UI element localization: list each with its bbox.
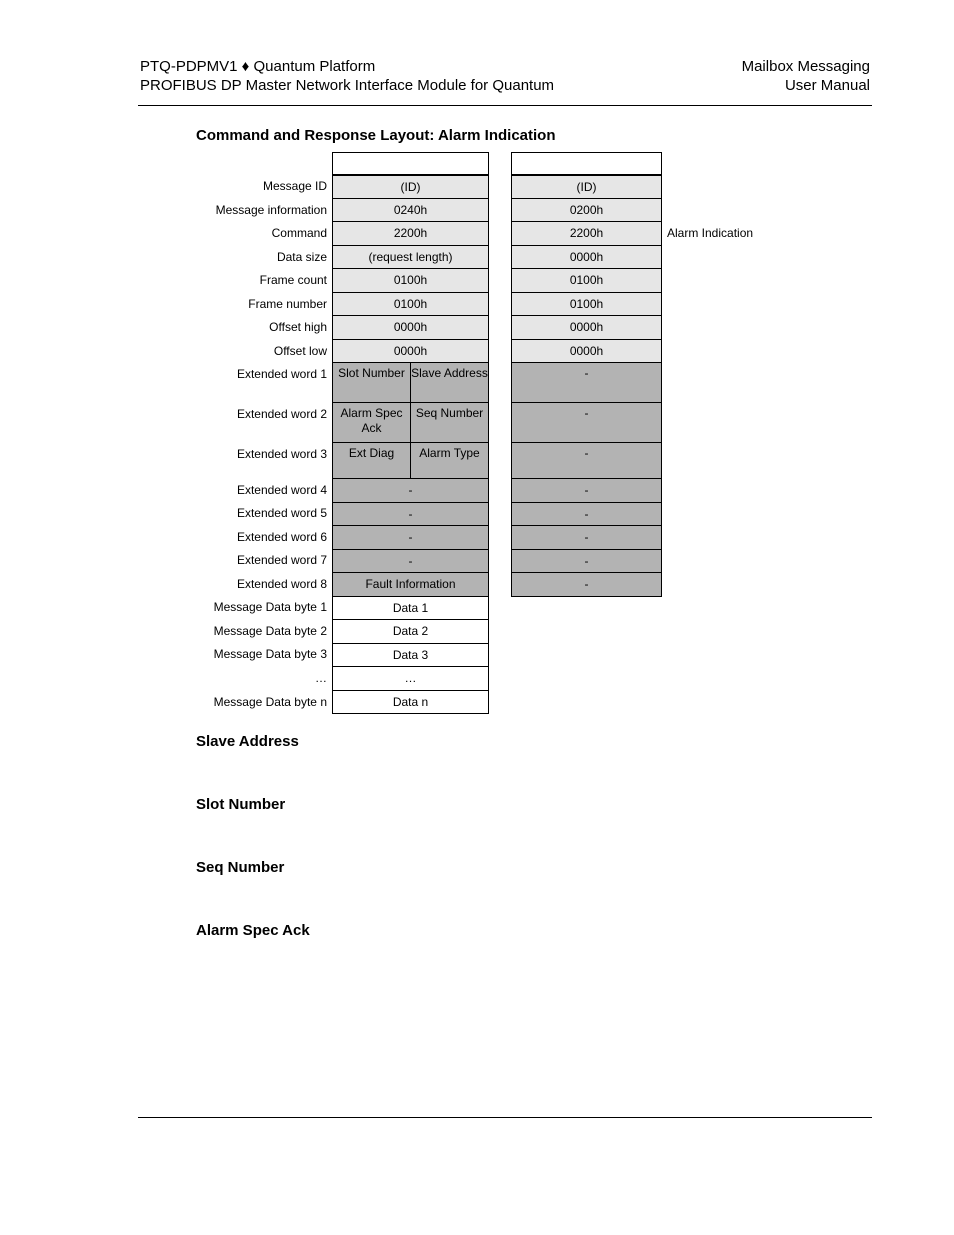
command-command: 2200h: [332, 221, 489, 246]
subsection-slot-number: Slot Number: [196, 796, 286, 813]
header-rule: [138, 105, 872, 106]
response-ext2: -: [511, 402, 662, 443]
response-frame-count: 0100h: [511, 268, 662, 293]
response-frame-number: 0100h: [511, 292, 662, 316]
response-data-size: 0000h: [511, 245, 662, 269]
response-offset-high: 0000h: [511, 315, 662, 340]
command-ext8-fault-information: Fault Information: [332, 572, 489, 597]
row-label: Extended word 8: [236, 577, 327, 591]
command-data-1: Data 1: [332, 596, 489, 620]
subsection-seq-number: Seq Number: [196, 859, 285, 876]
row-label: Extended word 3: [236, 447, 327, 461]
command-message-id: (ID): [332, 175, 489, 199]
response-command: 2200h: [511, 221, 662, 246]
response-ext6: -: [511, 525, 662, 550]
row-label: Command: [271, 226, 327, 240]
row-label: Offset high: [269, 320, 327, 334]
row-label: Extended word 2: [236, 407, 327, 421]
command-header-cell: [332, 152, 489, 175]
response-ext3: -: [511, 442, 662, 479]
command-frame-number: 0100h: [332, 292, 489, 316]
command-data-2: Data 2: [332, 619, 489, 644]
row-label: Frame count: [259, 273, 327, 287]
command-ext4: -: [332, 478, 489, 503]
response-ext7: -: [511, 549, 662, 573]
command-offset-high: 0000h: [332, 315, 489, 340]
response-ext5: -: [511, 502, 662, 526]
section-title: Command and Response Layout: Alarm Indication: [196, 127, 556, 144]
response-header-cell: [511, 152, 662, 175]
row-label: Extended word 5: [236, 506, 327, 520]
product-title: PTQ-PDPMV1 ♦ Quantum Platform: [140, 58, 376, 75]
doc-header-left: [140, 57, 554, 95]
row-label: Data size: [276, 250, 327, 264]
command-data-size: (request length): [332, 245, 489, 269]
chapter-title: Mailbox Messaging: [741, 58, 870, 75]
alarm-indication-note: Alarm Indication: [667, 226, 754, 240]
response-ext4: -: [511, 478, 662, 503]
command-ext5: -: [332, 502, 489, 526]
row-label: Message ID: [262, 179, 327, 193]
manual-title: User Manual: [784, 77, 870, 94]
row-label: …: [315, 671, 327, 685]
command-ext1-slot-number: Slot Number: [332, 362, 411, 403]
row-label: Extended word 1: [236, 367, 327, 381]
command-ext1-slave-address: Slave Address: [410, 362, 489, 403]
response-offset-low: 0000h: [511, 339, 662, 363]
command-frame-count: 0100h: [332, 268, 489, 293]
command-data-n: Data n: [332, 690, 489, 714]
row-label: Message Data byte 3: [213, 647, 327, 661]
doc-header-right: [742, 57, 870, 95]
command-ext6: -: [332, 525, 489, 550]
footer-rule: [138, 1117, 872, 1118]
response-ext8: -: [511, 572, 662, 597]
row-label: Message information: [215, 203, 327, 217]
response-message-information: 0200h: [511, 198, 662, 222]
row-label: Message Data byte 1: [213, 600, 327, 614]
command-ext3-ext-diag: Ext Diag: [332, 442, 411, 479]
row-label: Extended word 6: [236, 530, 327, 544]
command-ext3-alarm-type: Alarm Type: [410, 442, 489, 479]
response-ext1: -: [511, 362, 662, 403]
row-label: Frame number: [248, 297, 327, 311]
subsection-slave-address: Slave Address: [196, 733, 299, 750]
command-offset-low: 0000h: [332, 339, 489, 363]
subsection-alarm-spec-ack: Alarm Spec Ack: [196, 922, 310, 939]
row-label: Extended word 4: [236, 483, 327, 497]
product-subtitle: PROFIBUS DP Master Network Interface Module for Quantum: [140, 77, 555, 94]
command-data-3: Data 3: [332, 643, 489, 667]
command-ext2-seq-number: Seq Number: [410, 402, 489, 443]
command-ext7: -: [332, 549, 489, 573]
command-ext2-alarm-spec-ack: Alarm Spec Ack: [332, 402, 411, 443]
row-label: Message Data byte 2: [213, 624, 327, 638]
row-label: Extended word 7: [236, 553, 327, 567]
response-message-id: (ID): [511, 175, 662, 199]
row-label: Message Data byte n: [213, 695, 327, 709]
command-data-ellipsis: …: [332, 666, 489, 691]
command-message-information: 0240h: [332, 198, 489, 222]
row-label: Offset low: [273, 344, 327, 358]
